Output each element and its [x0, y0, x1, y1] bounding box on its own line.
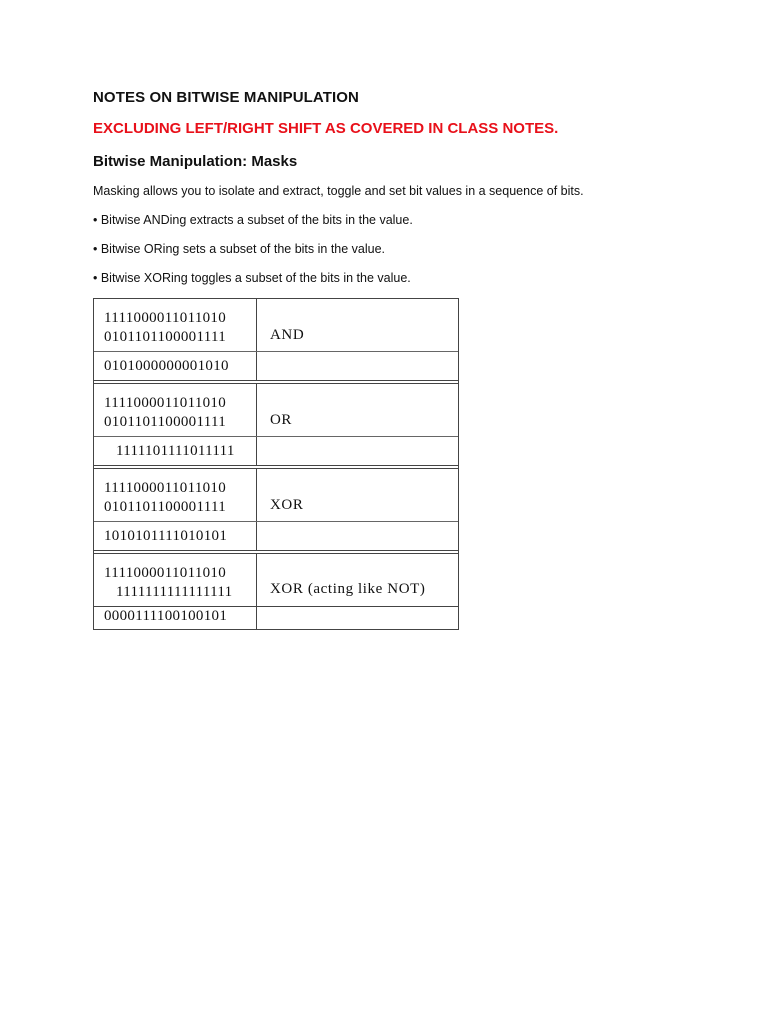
bullet-xor: • Bitwise XORing toggles a subset of the bits in the value.: [93, 271, 411, 285]
operator-label: AND: [270, 327, 305, 343]
operands-row: [94, 384, 458, 437]
operand-a: 1111000011011010: [104, 480, 227, 496]
section-heading: Bitwise Manipulation: Masks: [93, 153, 298, 170]
operand-b: 0101101100001111: [104, 499, 227, 515]
xor-not-example: [94, 553, 458, 630]
or-example: [94, 383, 458, 466]
bullet-or: • Bitwise ORing sets a subset of the bits in the value.: [93, 242, 386, 256]
operand-b: 0101101100001111: [104, 329, 227, 345]
operand-b: 1111111111111111: [116, 584, 233, 600]
operator-label: XOR (acting like NOT): [270, 581, 426, 597]
warning-note: EXCLUDING LEFT/RIGHT SHIFT AS COVERED IN CLASS NOTES.: [93, 120, 559, 137]
operator-label: OR: [270, 412, 293, 428]
operands-row: [94, 469, 458, 522]
operand-a: 1111000011011010: [104, 395, 227, 411]
bullet-and: • Bitwise ANDing extracts a subset of the bits in the value.: [93, 213, 413, 227]
result-row: [94, 522, 458, 550]
and-example: [94, 299, 458, 381]
operands-row: [94, 299, 458, 352]
operator-label: XOR: [270, 497, 304, 513]
document-title: NOTES ON BITWISE MANIPULATION: [93, 89, 359, 106]
result-bits: 1010101111010101: [104, 528, 228, 544]
operand-b: 0101101100001111: [104, 414, 227, 430]
intro-paragraph: Masking allows you to isolate and extract, toggle and set bit values in a sequence of bits.: [93, 184, 584, 198]
result-row: [94, 607, 458, 629]
operand-a: 1111000011011010: [104, 310, 227, 326]
operand-a: 1111000011011010: [104, 565, 227, 581]
result-bits: 0000111100100101: [104, 608, 228, 624]
xor-example: [94, 468, 458, 551]
operands-row: [94, 554, 458, 607]
result-row: [94, 437, 458, 465]
result-bits: 1111101111011111: [116, 443, 235, 459]
result-row: [94, 352, 458, 380]
result-bits: 0101000000001010: [104, 358, 229, 374]
masks-table: [93, 298, 459, 630]
